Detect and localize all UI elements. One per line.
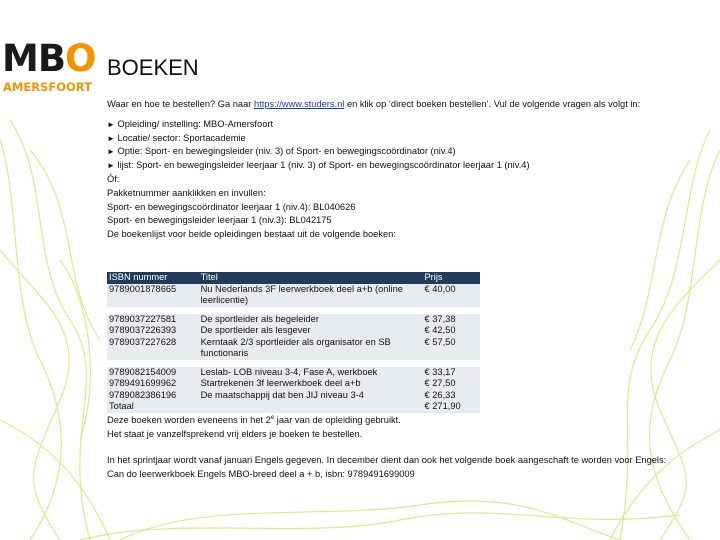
cell-isbn: 9789001878665 (109, 283, 177, 294)
triangle-bullet-icon: ► (107, 133, 115, 143)
footer-notes (107, 411, 687, 481)
package-item: Sport- en bewegingsleider leerjaar 1 (niv.3): BL042175 (107, 215, 332, 226)
intro-paragraph (107, 98, 677, 112)
or-text: Óf: (107, 173, 120, 184)
bullet-item (107, 145, 677, 159)
package-intro: Pakketnummer aanklikken en invullen: (107, 187, 266, 198)
cell-isbn: 9789037227581 9789037226393 9789037227628 (109, 313, 177, 347)
table-header-row (107, 272, 480, 284)
cell-title: De sportleider als begeleider De sportleider als lesgever Kerntaak 2/3 sportleider als organisator en SB functionaris (200, 313, 391, 358)
cell-title: Leslab- LOB niveau 3-4, Fase A, werkboek Startrekenen 3f leerwerkboek deel a+b De maatschappij dat ben JIJ niveau 3-4 (200, 366, 378, 400)
cell-price: € 40,00 (424, 283, 456, 294)
intro-text-before: Waar en hoe te bestellen? Ga naar (107, 99, 254, 109)
cell-title: Nu Nederlands 3F leerwerkboek deel a+b (online leerlicentie) (200, 283, 403, 305)
header-price: Prijs (422, 272, 480, 284)
footer-line-1-sup: e (270, 415, 275, 421)
footer-line-1 (107, 411, 687, 427)
book-list-table (107, 272, 480, 413)
instructions (107, 98, 677, 242)
cell-price: € 37,38 € 42,50 € 57,50 (424, 313, 456, 347)
triangle-bullet-icon: ► (107, 119, 115, 129)
cell-isbn: 9789082154009 9789491699962 9789082386196 Totaal (109, 366, 177, 411)
header-isbn: ISBN nummer (107, 272, 199, 284)
table-row (107, 367, 480, 413)
bullet-text: Locatie/ sector: Sportacademie (117, 132, 246, 143)
logo-wordmark (2, 37, 96, 80)
header-title: Titel (199, 272, 423, 284)
bullet-text: lijst: Sport- en bewegingsleider leerjaar 1 (niv. 3) of Sport- en bewegingscoördinator leerjaar 1 (niv.4) (117, 160, 530, 171)
footer-line-1-after: jaar van de opleiding gebruikt. (274, 415, 401, 426)
package-item: Sport- en bewegingscoördinator leerjaar 1 (niv.4): BL040626 (107, 201, 356, 212)
logo-wordmark-o: O (65, 37, 96, 80)
logo-subtitle: AMERSFOORT (3, 80, 92, 94)
mbo-amersfoort-logo (2, 37, 96, 98)
bullet-text: Optie: Sport- en bewegingsleider (niv. 3) of Sport- en bewegingscoördinator (niv.4) (117, 146, 456, 157)
cell-price: € 33,17 € 27,50 € 26,33 € 271,90 (424, 366, 461, 411)
footer-line-1-before: Deze boeken worden eveneens in het 2 (107, 415, 271, 426)
intro-text-after: en klik op ‘direct boeken bestellen’. Vul de volgende vragen als volgt in: (344, 99, 641, 109)
bullet-text: Opleiding/ instelling: MBO-Amersfoort (117, 118, 274, 129)
triangle-bullet-icon: ► (107, 147, 115, 157)
studers-link[interactable]: https://www.studers.nl (253, 99, 345, 109)
bullet-item (107, 159, 677, 173)
table-row (107, 284, 480, 307)
logo-wordmark-prefix: MB (2, 37, 66, 80)
bullet-item (107, 132, 677, 146)
footer-line-4: Can do leerwerkboek Engels MBO-breed deel a + b, isbn: 9789491699009 (107, 469, 415, 480)
bullet-item (107, 118, 677, 132)
triangle-bullet-icon: ► (107, 161, 115, 171)
footer-line-3: In het sprintjaar wordt vanaf januari Engels gegeven. In december dient dan ook het volgende boek aangeschaft te worden voor Engels: (107, 455, 667, 466)
table-row (107, 314, 480, 360)
footer-line-2: Het staat je vanzelfsprekend vrij elders je boeken te bestellen. (107, 429, 363, 440)
page-title: BOEKEN (107, 55, 199, 80)
book-list-intro: De boekenlijst voor beide opleidingen bestaat uit de volgende boeken: (107, 229, 396, 240)
